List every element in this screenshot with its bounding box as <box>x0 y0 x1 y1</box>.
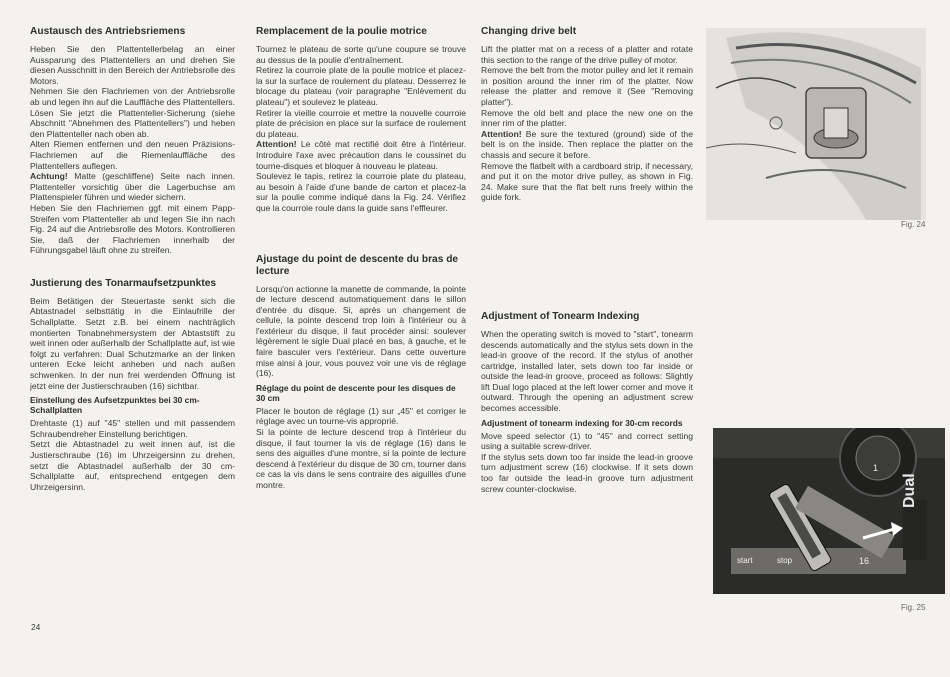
figure-25-photo <box>713 428 945 594</box>
paragraph: Retirer la vieille courroie et mettre la nouvelle courroie plate de précision en place sur la surface de roulement du plateau. <box>256 107 466 139</box>
paragraph: Lift the platter mat on a recess of a platter and rotate this section to the range of the drive pulley of motor. <box>481 44 693 65</box>
paragraph: Placer le bouton de réglage (1) sur „45" et corriger le réglage avec un tourne-vis approprié. <box>256 405 466 427</box>
paragraph: Remove the belt from the motor pulley and let it remain in position around the inner rim of the platter. Now release the platter and remove it (See "Removing platter"). <box>481 65 693 107</box>
subsection-title-fr: Réglage du point de descente pour les disques de 30 cm <box>256 382 456 403</box>
section-title-belt-fr: Remplacement de la poulie motrice <box>256 26 427 37</box>
attention-label: Attention! <box>256 139 297 150</box>
page-number: 24 <box>31 622 41 632</box>
paragraph: Move speed selector (1) to "45" and correct setting using a suitable screw-driver. <box>481 430 693 452</box>
section-title-belt-en: Changing drive belt <box>481 26 577 37</box>
column-french <box>256 26 466 491</box>
paragraph: If the stylus sets down too far inside the lead-in groove turn adjustment screw (16) clockwise. If it sets down too far outside the lead-in groove turn adjustment screw counter-clockwise. <box>481 451 693 494</box>
paragraph-attention <box>30 171 235 203</box>
paragraph: Setzt die Abtastnadel zu weit innen auf, ist die Justierschraube (16) im Uhrzeigersinn zu drehen, setzt die Abtastnadel außerhalb der 30 cm-Schallplatte auf, entsprechend entgegen dem Uhrzeigersinn. <box>30 439 235 492</box>
paragraph: Retirez la courroie plate de la poulie motrice et placez-la sur la surface de roulement du plateau. Desserrez le blocage du plateau (voir paragraphe "Enlèvement du plateau") et soulevez le plateau. <box>256 65 466 107</box>
subsection-title-de: Einstellung des Aufsetzpunktes bei 30 cm-Schallplatten <box>30 395 200 416</box>
label-16: 16 <box>859 556 870 566</box>
paragraph: Heben Sie den Flachriemen ggf. mit einem Papp-Streifen vom Plattenteller ab und legen Sie ihn nach Fig. 24 auf die Antriebsrolle des Motors. Kontrollieren Sie, daß der Flachriemen innerhalb der Führungsgabel läuft ohne zu streifen. <box>30 202 235 256</box>
figure-25-caption: Fig. 25 <box>901 603 926 612</box>
paragraph-attention <box>481 129 693 161</box>
column-english <box>481 26 693 494</box>
section-title-indexing-de: Justierung des Tonarmaufsetzpunktes <box>30 277 217 289</box>
paragraph: Lorsqu'on actionne la manette de commande, la pointe de lecture descend automatiquement dans le sillon d'entrée du disque. Si, après un changement de cellule, la pointe descend trop loin à l'intérieur ou à l'extérieur du disque, il faut procéder ainsi: soulever légèrement le sigle Dual placé en bas, à gauche, et le faire basculer vers l'extérieur. Dans cette ouverture mise ainsi à jour, vous pouvez voir une vis de réglage (16). <box>256 283 466 379</box>
section-title-indexing-fr: Ajustage du point de descente du bras de lecture <box>256 253 459 277</box>
figure-24-caption: Fig. 24 <box>901 220 926 229</box>
subsection-title-en: Adjustment of tonearm indexing for 30-cm records <box>481 417 683 428</box>
attention-text: Be sure the textured (ground) side of the belt is on the inside. Then replace the platter on the chassis and secure it before. <box>481 128 693 160</box>
label-1: 1 <box>873 463 879 473</box>
label-stop: stop <box>777 556 793 565</box>
paragraph: Alten Riemen entfernen und den neuen Präzisions-Flachriemen auf die Riemenlauffläche des Plattentellers auflegen. <box>30 139 235 171</box>
paragraph: Beim Betätigen der Steuertaste senkt sich die Abtastnadel selbsttätig in die Einlaufrille der Schallplatte. Setzt z.B. bei einem nachträglich montierten Tonabnehmersystem der Abtaststift zu weit innen oder außerhalb der Schallplatte auf, ist wie folgt zu verfahren: Dual Schutzmarke an der linken unteren Ecke leicht anheben und nach außen schwenken. In der nun frei werdenden Öffnung ist jetzt eine der Justierschrauben (16) sichtbar. <box>30 295 235 391</box>
paragraph: Nehmen Sie den Flachriemen von der Antriebsrolle ab und legen ihn auf die Lauffläche des Plattentellers. Lösen Sie jetzt die Plattenteller-Sicherung (siehe Abschnitt "Abnehmen des Plattentellers") und heben den Plattenteller nach oben ab. <box>30 86 235 139</box>
paragraph-attention <box>256 139 466 171</box>
column-german <box>30 26 235 492</box>
dual-logo: Dual <box>901 473 918 508</box>
paragraph: Remove the old belt and place the new one on the inner rim of the platter. <box>481 107 693 129</box>
attention-label: Achtung! <box>30 171 68 182</box>
attention-text: Matte (geschliffene) Seite nach innen. Plattenteller vorsichtig über die Lagerbuchse am Plattenspieler führen und wieder sichern. <box>30 171 235 203</box>
paragraph: Heben Sie den Plattentellerbelag an einer Aussparung des Plattentellers an und drehen Sie diesen Ausschnitt in den Bereich der Antriebsrolle des Motors. <box>30 44 235 86</box>
section-title-indexing-en: Adjustment of Tonearm Indexing <box>481 310 640 322</box>
section-title-belt-de: Austausch des Antriebsriemens <box>30 26 186 37</box>
paragraph: Drehtaste (1) auf "45" stellen und mit passendem Schraubendreher Einstellung berichtigen. <box>30 418 235 439</box>
label-start: start <box>737 556 753 565</box>
paragraph: Soulevez le tapis, retirez la courroie plate du plateau, au besoin à l'aide d'une bande de carton et placez-la sur la poulie comme indiqué dans la Fig. 24. Vérifiez que la courroie roule dans la guide sans l'effleurer. <box>256 171 466 213</box>
paragraph: Si la pointe de lecture descend trop à l'intérieur du disque, il faut tourner la vis de réglage (16) dans le sens des aiguilles d'une montre, si la pointe de lecture descend à l'extérieur du disque de 30 cm, tourner dans ce cas la vis dans le sens contraire des aiguilles d'une montre. <box>256 427 466 490</box>
tonearm-base-illustration <box>713 428 945 594</box>
platter-pulley-illustration <box>706 28 926 220</box>
figure-24-photo <box>706 28 926 220</box>
attention-label: Attention! <box>481 128 522 139</box>
paragraph: Remove the flatbelt with a cardboard strip, if necessary, and put it on the motor drive pulley, as shown in Fig. 24. Make sure that the flat belt runs freely within the guide fork. <box>481 160 693 203</box>
attention-text: Le côté mat rectifié doit être à l'intérieur. Introduire l'axe avec précaution dans le coussinet du tourne-disques et bloquer à nouveau le plateau. <box>256 139 466 171</box>
paragraph: When the operating switch is moved to "start", tonearm descends automatically and the stylus sets down in the lead-in groove of the record. If the stylus of another cartridge, installed later, sets down too far inside or outside the lead-in groove, proceed as follows: Slightly lift Dual logo placed at the left lower corner and move it outward. Through the opening an adjustment screw becomes accessible. <box>481 328 693 414</box>
paragraph: Tournez le plateau de sorte qu'une coupure se trouve au dessus de la poulie d'entraînement. <box>256 44 466 65</box>
